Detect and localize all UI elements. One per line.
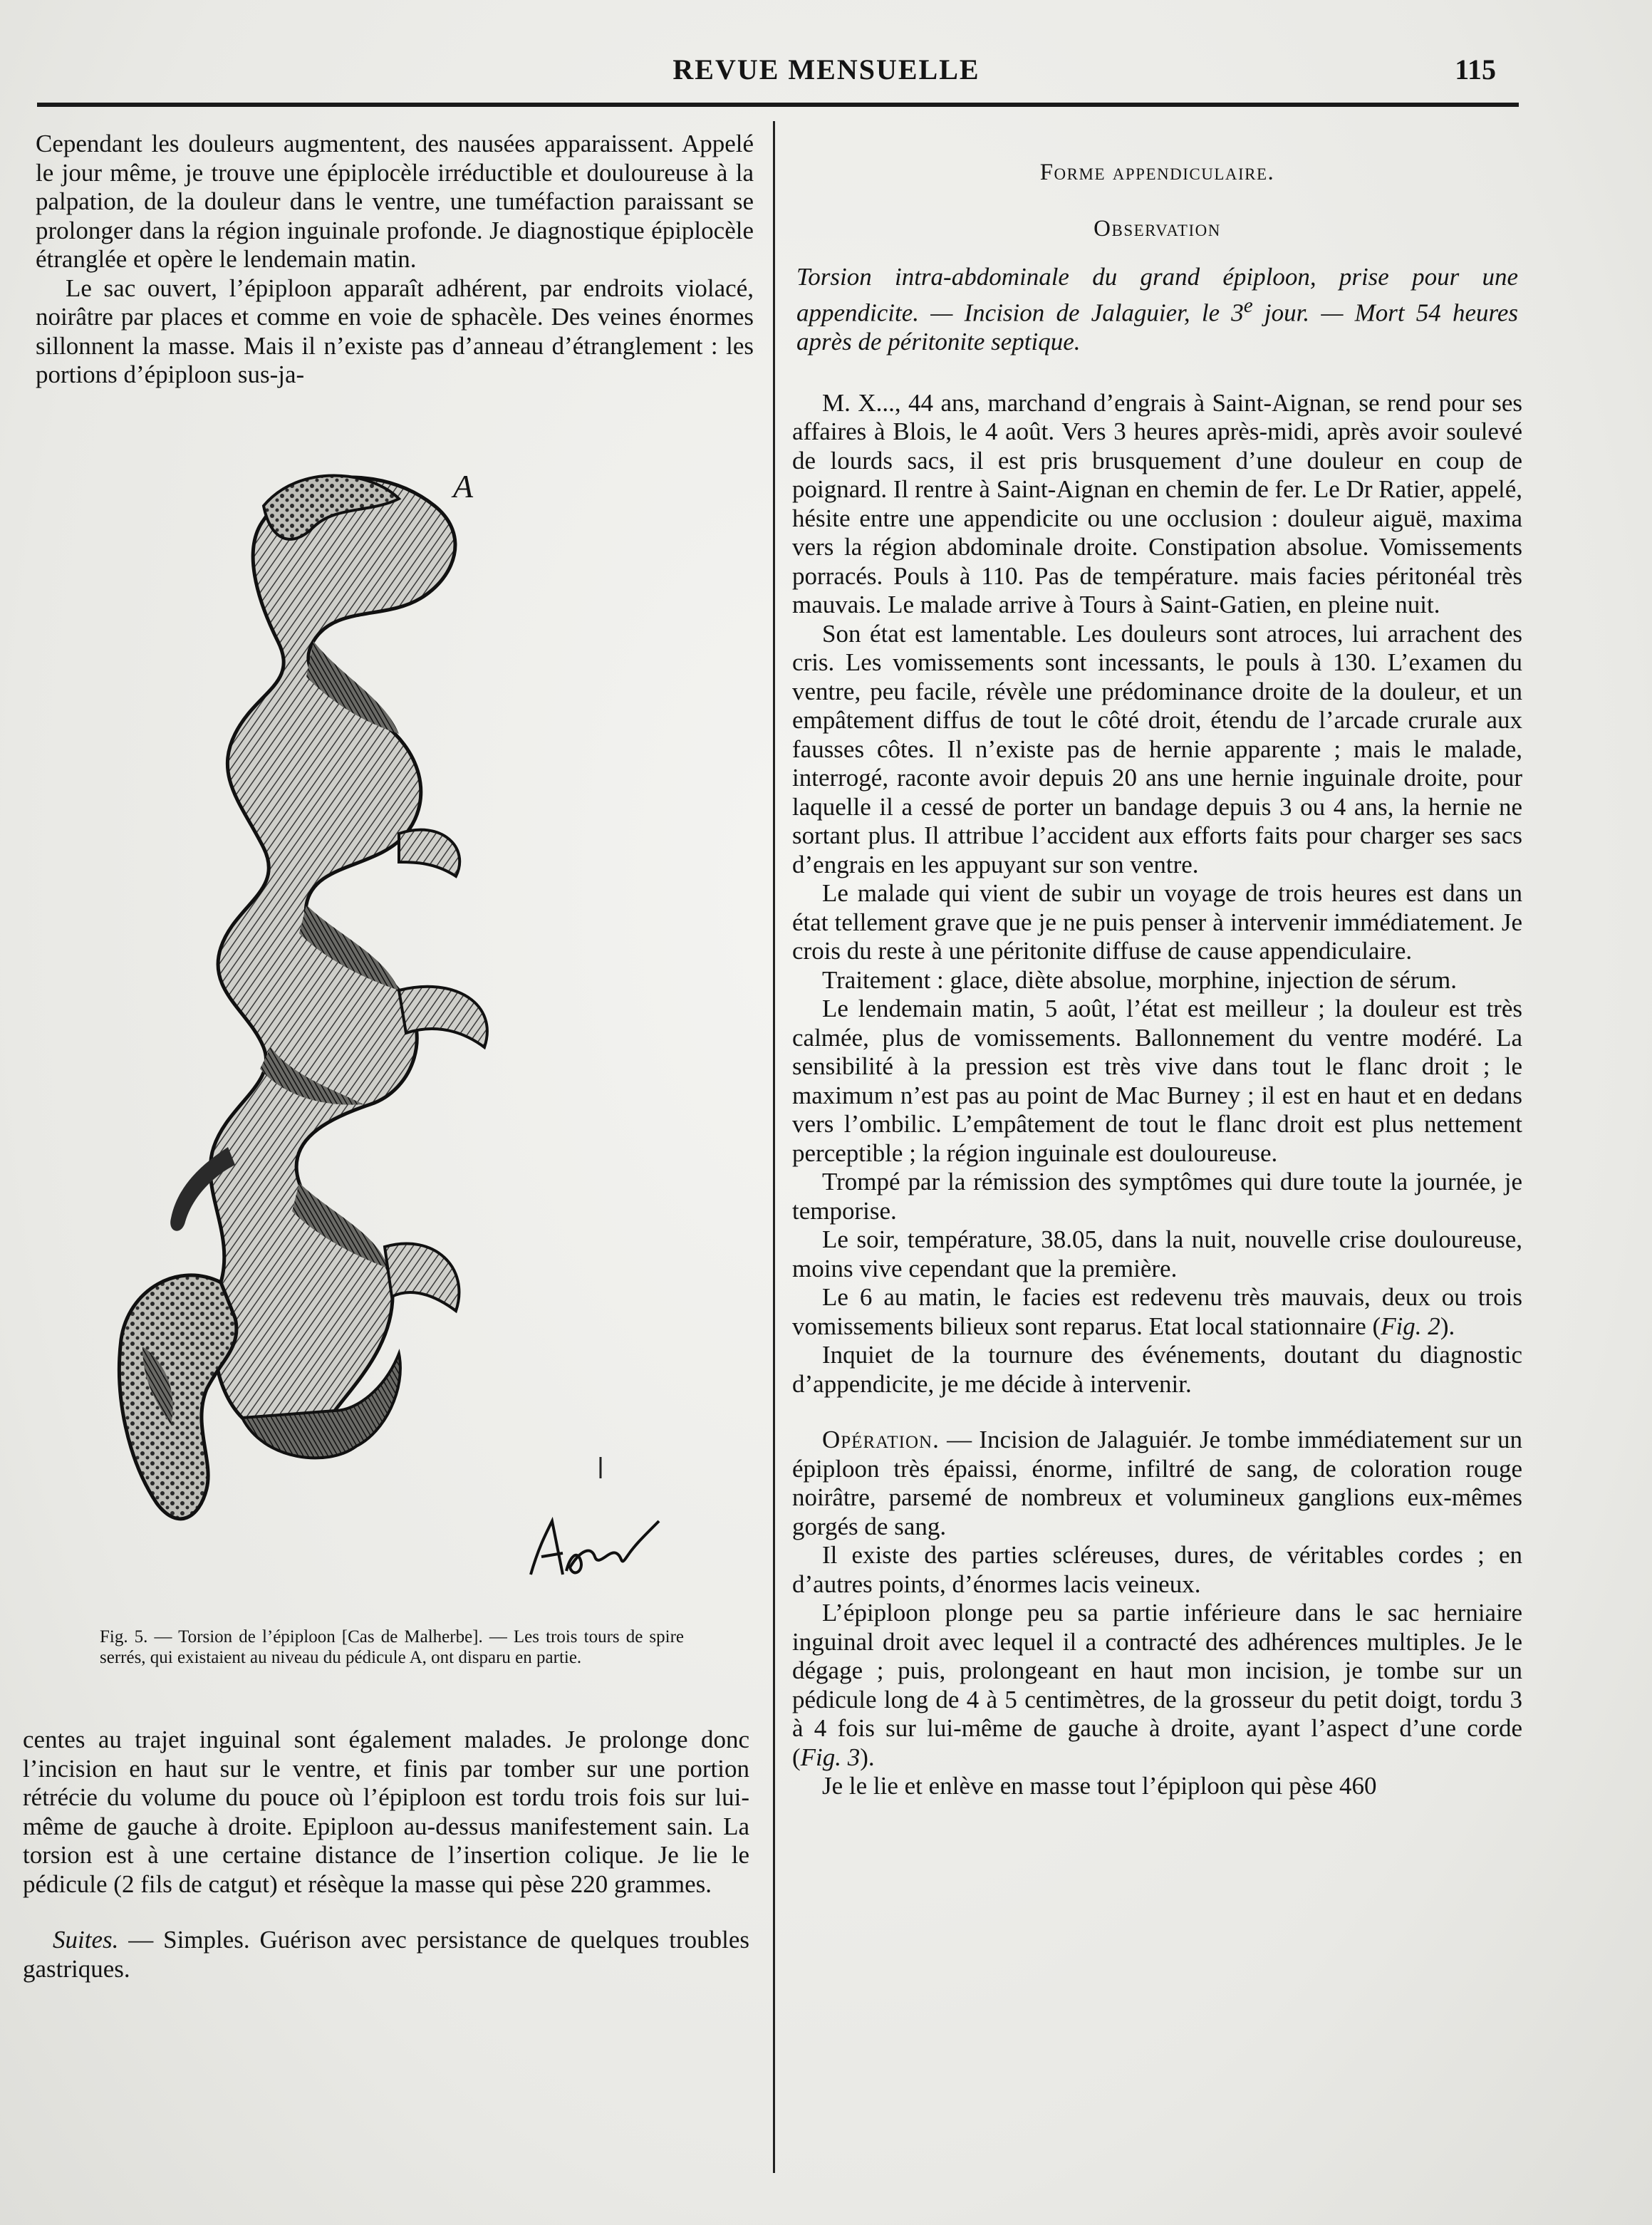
paragraph: Je le lie et enlève en masse tout l’épiploon qui pèse 460 <box>822 1772 1377 1800</box>
operation-label: Opération. <box>822 1426 940 1454</box>
operation-text: — Incision de Jalaguiér. Je tombe immédiatement sur un épiploon très épaissi, énorme, infiltré de sang, de coloration rouge noirâtre, parsemé de nombreux et volumineux ganglions eux-mêmes gorgés de sang. <box>792 1426 1522 1540</box>
suites-label: Suites. <box>53 1926 119 1954</box>
observation-title-part: Torsion intra-abdominale du grand épiploon, prise pour une appendicite. — Incision de Jalaguier, le 3 <box>796 263 1518 327</box>
page-number: 115 <box>1455 53 1496 85</box>
paragraph: Cependant les douleurs augmentent, des nausées apparaissent. Appelé le jour même, je trouve une épiplocèle irréductible et douloureuse à la palpation, de la douleur dans le ventre, une tuméfaction paraissant se prolonger dans la région inguinale profonde. Je diagnostique épiplocèle étranglée et opère le lendemain matin. <box>36 130 754 273</box>
figure-caption: Fig. 5. — Torsion de l’épiploon [Cas de Malherbe]. — Les trois tours de spire serrés, qui existaient au niveau du pédicule A, ont disparu en partie. <box>100 1627 684 1667</box>
paragraph: Trompé par la rémission des symptômes qui dure toute la journée, je temporise. <box>792 1168 1522 1225</box>
epiploon-illustration <box>100 463 670 1610</box>
paragraph: Le malade qui vient de subir un voyage de trois heures est dans un état tellement grave que je ne puis penser à intervenir immédiatement. Je crois du reste à une péritonite diffuse de cause appendiculaire. <box>792 879 1522 965</box>
figure-label-letter: A <box>453 468 474 504</box>
text-part: L’épiploon plonge peu sa partie inférieure dans le sac herniaire inguinal droit avec lequel il a contracté des adhérences multiples. Je le dégage ; puis, prolongeant en haut mon incision, je tombe sur un pédicule long de 4 à 5 centimètres, de la grosseur du petit doigt, tordu 3 à 4 fois sur lui-même de gauche à droite, ayant l’aspect d’une corde ( <box>792 1599 1522 1771</box>
paragraph: Son état est lamentable. Les douleurs sont atroces, lui arrachent des cris. Les vomissements sont incessants, le pouls à 130. L’examen du ventre, peu facile, révèle une prédominance droite de la douleur, et un empâtement diffus de tout le côté droit, étendu de l’arcade crurale aux fausses côtes. Il n’existe pas de hernie apparente ; mais le malade, interrogé, raconte avoir depuis 20 ans une hernie inguinale droite, pour laquelle il a cessé de porter un bandage depuis 3 ou 4 ans, la hernie ne sortant plus. Il attribue l’accident aux efforts faits pour charger ses sacs d’engrais en les appuyant sur son ventre. <box>792 619 1522 878</box>
paragraph: Inquiet de la tournure des événements, doutant du diagnostic d’appendicite, je me décide à intervenir. <box>792 1341 1522 1398</box>
paragraph: centes au trajet inguinal sont également malades. Je prolonge donc l’incision en haut sur le ventre, et finis par tomber sur une portion rétrécie du volume du pouce où l’épiploon est tordu trois fois sur lui-même de gauche à droite. Epiploon au-dessus manifestement sain. La torsion est à une certaine distance de l’insertion colique. Je lie le pédicule (2 fils de catgut) et résèque la masse qui pèse 220 grammes. <box>23 1726 749 1898</box>
paragraph <box>792 1283 1522 1341</box>
left-column-top <box>36 130 754 390</box>
text-part: ). <box>860 1743 875 1771</box>
paragraph: Le sac ouvert, l’épiploon apparaît adhérent, par endroits violacé, noirâtre par places et comme en voie de sphacèle. Des veines énormes sillonnent la masse. Mais il n’existe pas d’anneau d’étranglement : les portions d’épiploon sus-ja- <box>36 274 754 388</box>
paragraph: Traitement : glace, diète absolue, morphine, injection de sérum. <box>822 965 1457 994</box>
suites-paragraph <box>23 1926 749 1983</box>
figure-reference: Fig. 3 <box>800 1743 861 1771</box>
figure-reference: Fig. 2 <box>1381 1312 1440 1340</box>
observation-title <box>792 263 1522 356</box>
column-divider <box>773 121 775 2173</box>
paragraph: Le soir, température, 38.05, dans la nuit, nouvelle crise douloureuse, moins vive cependant que la première. <box>792 1225 1522 1282</box>
header-rule <box>37 103 1519 107</box>
right-column <box>792 130 1522 1801</box>
paragraph: Il existe des parties scléreuses, dures, de véritables cordes ; en d’autres points, d’énormes lacis veineux. <box>792 1541 1522 1598</box>
observation-title-part: jour. — Mort 54 heures après de péritonite septique. <box>796 299 1518 356</box>
text-part: ). <box>1440 1312 1455 1340</box>
artist-signature <box>524 1507 666 1585</box>
observation-heading: Observation <box>1093 215 1221 242</box>
operation-paragraph <box>792 1426 1522 1541</box>
superscript: e <box>1243 294 1253 317</box>
left-column-bottom <box>23 1726 749 1983</box>
paragraph <box>792 1599 1522 1772</box>
paragraph: M. X..., 44 ans, marchand d’engrais à Saint-Aignan, se rend pour ses affaires à Blois, le 4 août. Vers 3 heures après-midi, après avoir soulevé de lourds sacs, il est pris brusquement d’une douleur en coup de poignard. Il rentre à Saint-Aignan en chemin de fer. Le Dr Ratier, appelé, hésite entre une appendicite ou une occlusion : douleur aiguë, maxima vers la région abdominale droite. Constipation absolue. Vomissements porracés. Pouls à 110. Pas de température. mais facies péritonéal très mauvais. Le malade arrive à Tours à Saint-Gatien, en pleine nuit. <box>792 388 1522 619</box>
text-part: Le 6 au matin, le facies est redevenu très mauvais, deux ou trois vomissements bilieux sont reparus. Etat local stationnaire ( <box>792 1283 1522 1340</box>
section-heading: Forme appendiculaire. <box>1039 160 1275 185</box>
running-title: REVUE MENSUELLE <box>672 53 980 85</box>
paragraph: Le lendemain matin, 5 août, l’état est meilleur ; la douleur est très calmée, plus de vomissements. Ballonnement du ventre modéré. La sensibilité à la pression est très vive dans tout le flanc droit ; le maximum n’est pas au point de Mac Burney ; il est en haut et en dedans vers l’ombilic. L’empâtement de tout le flanc droit est plus nettement perceptible ; la région inguinale est douloureuse. <box>792 995 1522 1167</box>
suites-text: — Simples. Guérison avec persistance de quelques troubles gastriques. <box>23 1926 749 1983</box>
figure-epiploon-torsion <box>100 463 670 1610</box>
